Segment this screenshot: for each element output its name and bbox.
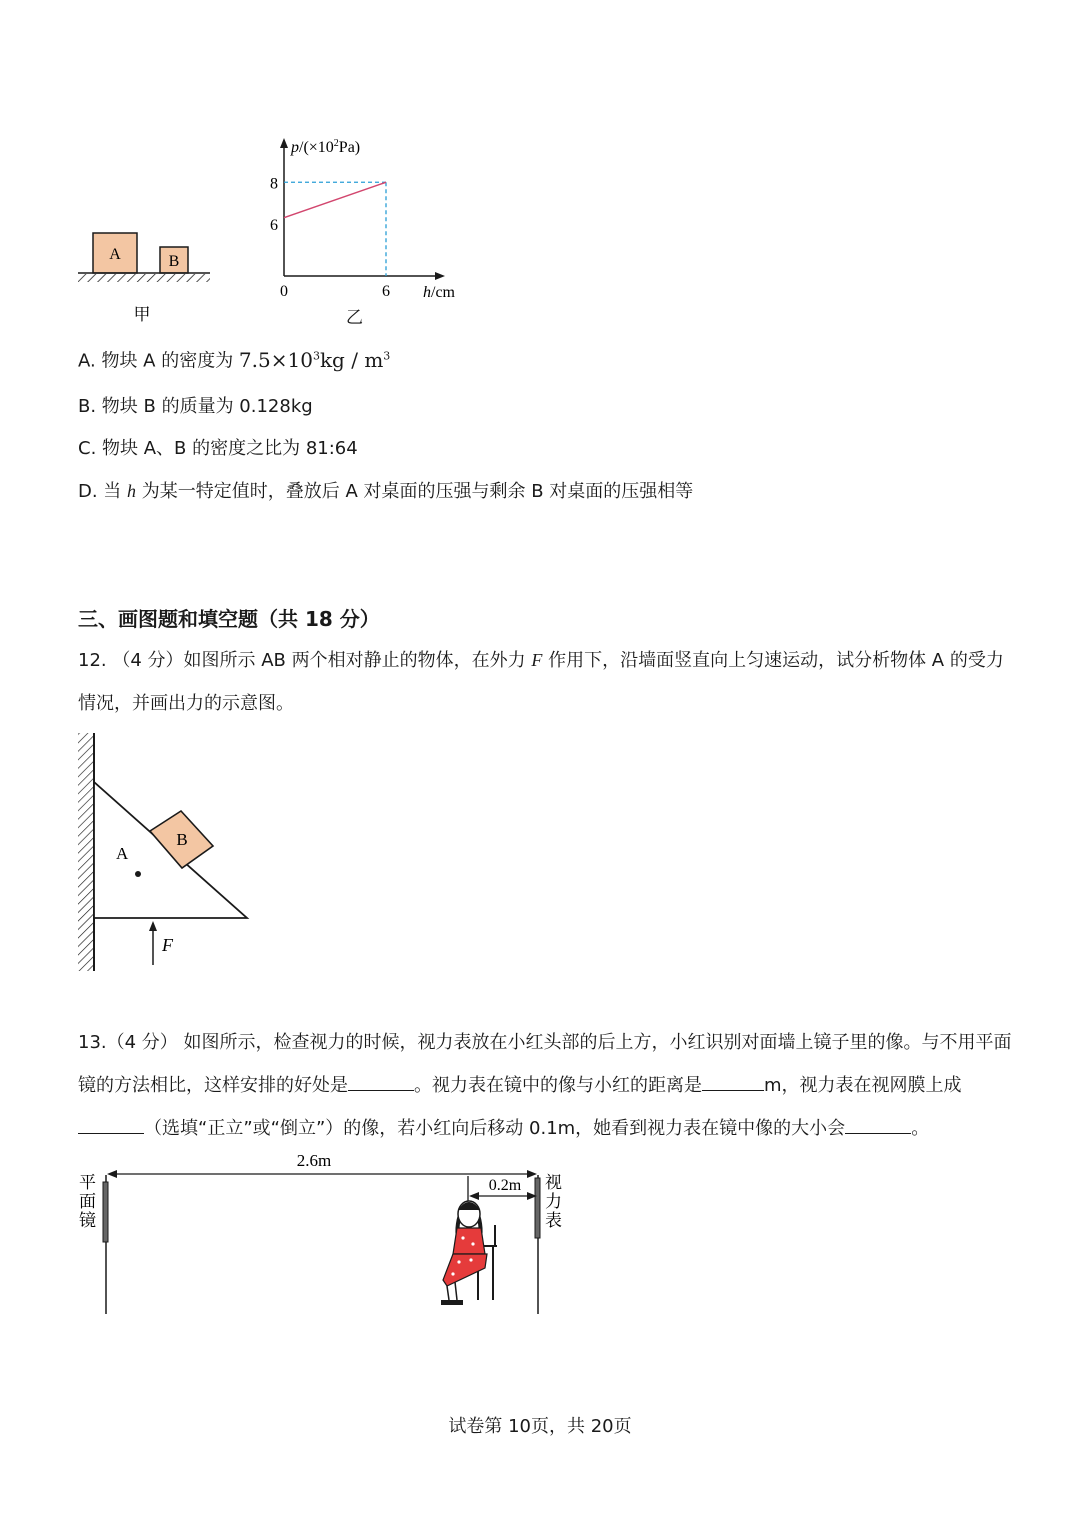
question-13-text: 13.（4 分） 如图所示，检查视力的时候，视力表放在小红头部的后上方，小红识别对面墙上镜子里的像。与不用平面镜的方法相比，这样安排的好处是 。视力表在镜中的像与小红的距离是 m，视力表在视网膜上成（选填“正立”或“倒立”）的像，若小红向后移动 0.1m，她看到视力表在镜中像的大小会 。 [78, 1032, 1012, 1139]
x-axis-arrow [435, 272, 445, 280]
mirror-label-2: 面 [79, 1192, 96, 1212]
distance-0-2m-label: 0.2m [488, 1177, 522, 1194]
mirror-label-3: 镜 [79, 1211, 96, 1231]
question-12-figure [70, 725, 270, 975]
y-axis-arrow [280, 138, 288, 148]
option-a-formula: $7.5\times 10^3kg / m^3$ [238, 347, 391, 372]
y-axis-label: $p/(\times 10^2Pa)$ [291, 138, 361, 156]
answer-blank-2[interactable] [702, 1072, 764, 1091]
distance-2-6m-arrow-right [527, 1170, 537, 1178]
option-a [78, 344, 390, 374]
y-tick-label-8: 8 [270, 175, 278, 193]
label-a: A [116, 844, 129, 863]
label-f: F [162, 935, 173, 955]
section-heading: 三、画图题和填空题（共 18 分） [78, 607, 380, 631]
plane-mirror [103, 1182, 108, 1242]
force-arrowhead [149, 921, 157, 931]
center-dot [135, 871, 141, 877]
distance-2-6m-label: 2.6m [296, 1151, 332, 1170]
answer-blank-3[interactable] [78, 1115, 144, 1134]
x-tick-label-6: 6 [382, 283, 390, 300]
question-12-text: 12. （4 分）如图所示 AB 两个相对静止的物体，在外力 F 作用下，沿墙面竖直向上匀速运动，试分析物体 A 的受力情况，并画出力的示意图。 [78, 650, 1004, 714]
option-c: C. 物块 A、B 的密度之比为 81:64 [78, 438, 358, 459]
figure-jia [70, 220, 220, 330]
option-d: D. 当 h 为某一特定值时，叠放后 A 对桌面的压强与剩余 B 对桌面的压强相等 [78, 481, 694, 502]
label-b: B [176, 830, 188, 849]
distance-2-6m-arrow-left [107, 1170, 117, 1178]
distance-0-2m-arrow-left [469, 1192, 479, 1200]
x-tick-label-0: 0 [280, 283, 288, 300]
mirror-label-1: 平 [79, 1173, 96, 1193]
series-line-p [284, 182, 386, 217]
y-tick-label-6: 6 [270, 216, 278, 234]
wall-hatch [78, 733, 94, 971]
figure-yi-caption: 乙 [346, 308, 363, 328]
figure-yi-graph [255, 130, 475, 330]
question-13-figure [75, 1150, 575, 1320]
answer-blank-1[interactable] [348, 1072, 414, 1091]
option-a-text: A. 物块 A 的密度为 [78, 350, 239, 372]
answer-blank-4[interactable] [845, 1115, 911, 1134]
eye-chart-board [535, 1178, 540, 1238]
block-a-label: A [109, 246, 121, 263]
chart-label-3: 表 [545, 1211, 562, 1231]
page-footer: 试卷第 10页，共 20页 [448, 1416, 632, 1437]
chart-label-2: 力 [545, 1192, 562, 1212]
seated-girl-illustration [441, 1201, 497, 1305]
chart-label-1: 视 [545, 1173, 562, 1193]
block-b-label: B [168, 253, 180, 270]
table-hatch [78, 274, 210, 282]
figure-jia-caption: 甲 [133, 305, 151, 325]
option-b: B. 物块 B 的质量为 0.128kg [78, 396, 313, 417]
x-axis-label: h/cm [423, 284, 455, 301]
